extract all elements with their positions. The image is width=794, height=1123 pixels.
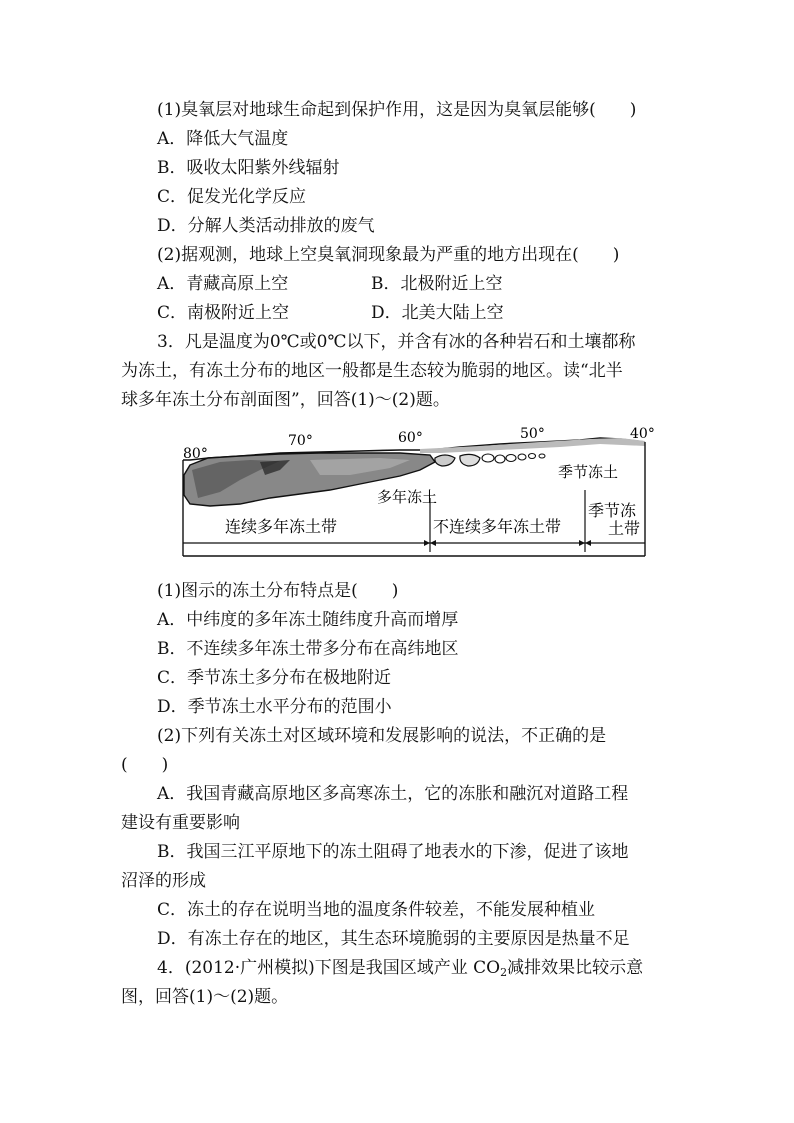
q3-stem-line-3: 球多年冻土分布剖面图”，回答(1)～(2)题。: [121, 390, 450, 410]
q3-sub2-option-c: C．冻土的存在说明当地的温度条件较差，不能发展种植业: [157, 900, 596, 920]
q2-sub2-option-d: D．北美大陆上空: [371, 303, 504, 323]
q2-sub1-option-d: D．分解人类活动排放的废气: [157, 216, 375, 236]
zone-seasonal-label-line1: 季节冻: [588, 501, 637, 520]
q3-sub1-option-c: C．季节冻土多分布在极地附近: [157, 668, 392, 688]
q3-sub2-option-a-line-1: A．我国青藏高原地区多高寒冻土，它的冻胀和融沉对道路工程: [157, 784, 629, 804]
lat-label-60: 60°: [398, 430, 423, 446]
q3-sub2-stem-line-2: ( ): [121, 755, 169, 775]
q3-sub2-stem-line-1: (2)下列有关冻土对区域环境和发展影响的说法，不正确的是: [157, 726, 607, 746]
permafrost-label: 多年冻土: [377, 488, 438, 506]
q2-sub2-option-b: B．北极附近上空: [371, 274, 503, 294]
q2-sub2-option-c: C．南极附近上空: [157, 303, 290, 323]
q3-sub1-stem: (1)图示的冻土分布特点是( ): [157, 581, 399, 601]
q3-sub2-option-b-line-2: 沼泽的形成: [121, 871, 206, 891]
lat-label-40: 40°: [630, 426, 655, 442]
lat-label-80: 80°: [183, 446, 208, 462]
q3-sub1-option-d: D．季节冻土水平分布的范围小: [157, 697, 392, 717]
q3-sub1-option-b: B．不连续多年冻土带多分布在高纬地区: [157, 639, 459, 659]
zone-continuous-label: 连续多年冻土带: [225, 517, 338, 536]
q3-stem-line-1: 3．凡是温度为0℃或0℃以下，并含有冰的各种岩石和土壤都称: [157, 332, 636, 352]
q2-sub1-option-c: C．促发光化学反应: [157, 187, 307, 207]
lat-label-70: 70°: [288, 433, 313, 449]
q3-sub2-option-d: D．有冻土存在的地区，其生态环境脆弱的主要原因是热量不足: [157, 929, 630, 949]
q3-sub2-option-b-line-1: B．我国三江平原地下的冻土阻碍了地表水的下渗，促进了该地: [157, 842, 629, 862]
zone-seasonal-label-line2: 土带: [608, 519, 641, 538]
q2-sub1-stem: (1)臭氧层对地球生命起到保护作用，这是因为臭氧层能够( ): [157, 100, 637, 120]
lat-label-50: 50°: [520, 426, 545, 442]
q2-sub1-option-b: B．吸收太阳紫外线辐射: [157, 158, 340, 178]
q4-stem-line-2: 图，回答(1)～(2)题。: [121, 987, 289, 1007]
q2-sub1-option-a: A．降低大气温度: [157, 129, 289, 149]
q3-stem-line-2: 为冻土，有冻土分布的地区一般都是生态较为脆弱的地区。读“北半: [121, 361, 623, 381]
q4-stem-text-a: 4．(2012·广州模拟)下图是我国区域产业 CO: [157, 958, 501, 978]
permafrost-profile-figure: [180, 420, 655, 560]
q4-stem-line-1: [157, 957, 643, 984]
seasonal-frozen-soil-label: 季节冻土: [558, 463, 619, 481]
co2-subscript: 2: [500, 966, 508, 979]
q2-sub2-stem: (2)据观测，地球上空臭氧洞现象最为严重的地方出现在( ): [157, 245, 620, 265]
q3-sub2-option-a-line-2: 建设有重要影响: [121, 813, 240, 833]
q3-sub1-option-a: A．中纬度的多年冻土随纬度升高而增厚: [157, 610, 459, 630]
zone-discontinuous-label: 不连续多年冻土带: [433, 517, 562, 536]
q2-sub2-option-a: A．青藏高原上空: [157, 274, 289, 294]
q4-stem-text-b: 减排效果比较示意: [507, 958, 644, 978]
